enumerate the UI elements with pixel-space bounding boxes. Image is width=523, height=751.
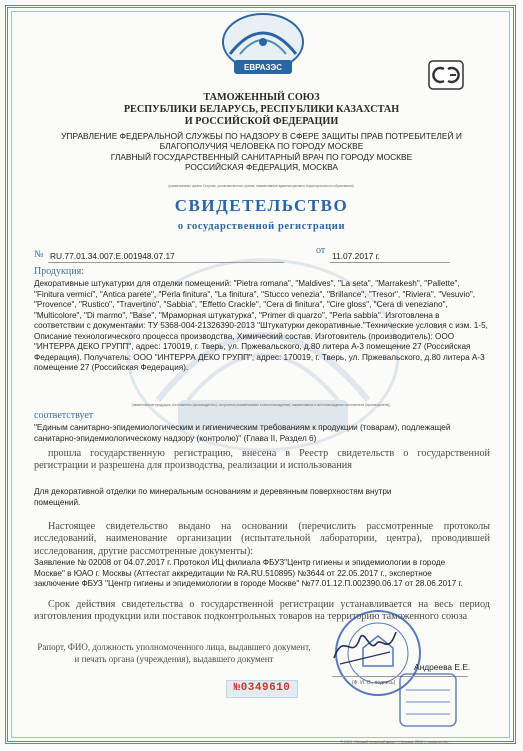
form-number-prefix: № [233, 682, 241, 694]
form-number-value: 0349610 [240, 682, 291, 694]
union-title: ТАМОЖЕННЫЙ СОЮЗ РЕСПУБЛИКИ БЕЛАРУСЬ, РЕСПУБЛИКИ КАЗАХСТАН И РОССИЙСКОЙ ФЕДЕРАЦИИ [123, 92, 400, 127]
conformity-requirements: "Единым санитарно-эпидемиологическим и гигиеническим требованиям к продукции (товарам), подлежащей санитарно-эпидемиологическому надзору (контролю)" (Глава II, Раздел 6) [34, 423, 451, 443]
date-underline [330, 262, 450, 263]
product-description: Декоративные штукатурки для отделки помещений: "Pietra romana", "Maldives", "La seta", "Marrakesh", "Pallette", "Finitura vermici", "Antica parete", "Perla finitura", "La finitura", "Stucco venezia", "Brillance", "Tresor", "Riviera", "Vesuvio", "Provence", "Rustico", "Travertino", "Sabbia", "Effetto Crackle", "Cera di finitura", "Cire gloss", "Cera di veneziano", "Multicolore", "Di marmo", "Base", "Мраморная штукатурка", "Primer di quarzo", "Perla sabbia". Изготовлена в соответствии с документами: ТУ 5368-004-21326390-2013 "Штукатурки декоративные."Технические условия с изм. 1-5, Описание технологического процесса производства, Химический состав. Изготовитель (производитель): ООО "ИНТЕРРА ДЕКО ГРУПП", адрес: 170019, г. Тверь, ул. Пржевальского, д.80 литера А-3 помещение 27 (Российская Федерация). Получатель: ООО "ИНТЕРРА ДЕКО ГРУПП", адрес: 170019, г. Тверь, ул. Пржевальского, д.80 литера А-3 помещение 27 (Российская Федерация). [34, 279, 488, 372]
basis-documents: Заявление № 02008 от 04.07.2017 г. Протокол ИЦ филиала ФБУЗ"Центр гигиены и эпидемиологии в городе Москве" в ЮАО г. Москвы (Аттестат аккредитации № RA.RU.510895) №3644 от 22.05.2017 г., экспертное заключение ФБУЗ "Центр гигиены и эпидемиологии в городе Москве" №77.01.12.П.002390.06.17 от 28.06.2017 г. [34, 558, 463, 588]
secondary-stamp-icon [396, 668, 460, 732]
signatory-description: Рапорт, ФИО, должность уполномоченного лица, выдавшего документ, и печать органа (учреждения), выдавшего документ [37, 642, 311, 664]
certificate-subtitle: о государственной регистрации [177, 221, 346, 232]
number-underline [48, 262, 284, 263]
basis-statement: Настоящее свидетельство выдано на основании (перечислить рассмотренные протоколы исследований, наименование организации (испытательной лаборатории, центра), проводившей исследования, другие рассмотренные документы): [34, 521, 490, 557]
validity-statement: Срок действия свидетельства о государственной регистрации устанавливается на весь период изготовления продукции или поставок подконтрольных товаров на территорию таможенного союза [34, 599, 490, 623]
signature-icon [330, 622, 400, 670]
registration-date: 11.07.2017 г. [332, 251, 380, 261]
form-number [226, 682, 298, 694]
logo-label: ЕВРАЗЭС [243, 63, 282, 72]
printer-footer: © ООО «Первый печатный двор», г. Москва, 2014 г., уровень «А» [340, 740, 449, 744]
certificate-title: СВИДЕТЕЛЬСТВО [174, 196, 349, 215]
number-label: № [34, 249, 44, 260]
signatory-name: Андреева Е.Е. [414, 662, 471, 672]
product-note: (наименование продукции, изготовитель (производитель), получатель (наименование и местонахождение), наименование и местонахождение изготовителя (производителя)) [131, 403, 391, 407]
registration-statement: прошла государственную регистрацию, внесена в Реестр свидетельств о государственной регистрации и разрешена для производства, реализации и использования [34, 448, 490, 472]
department-note: (наименование органа Стороны, уполномоченного органа, наименование административно-территориального образования) [168, 184, 354, 188]
conformity-mark-icon [428, 60, 464, 90]
date-label: от [316, 245, 326, 256]
product-label: Продукция: [34, 266, 84, 277]
conformity-label: соответствует [34, 410, 94, 421]
usage-area: Для декоративной отделки по минеральным основаниям и деревянным поверхностям внутри помещений. [34, 487, 392, 507]
signature-note: (Ф. И. О., подпись) [352, 680, 396, 686]
department-heading: УПРАВЛЕНИЕ ФЕДЕРАЛЬНОЙ СЛУЖБЫ ПО НАДЗОРУ В СФЕРЕ ЗАЩИТЫ ПРАВ ПОТРЕБИТЕЛЕЙ И БЛАГОПОЛУЧИЯ ЧЕЛОВЕКА ПО ГОРОДУ МОСКВЕ ГЛАВНЫЙ ГОСУДАРСТВЕННЫЙ САНИТАРНЫЙ ВРАЧ ПО ГОРОДУ МОСКВЕ РОССИЙСКАЯ ФЕДЕРАЦИЯ, МОСКВА [61, 131, 462, 173]
registration-number: RU.77.01.34.007.Е.001948.07.17 [50, 251, 175, 261]
